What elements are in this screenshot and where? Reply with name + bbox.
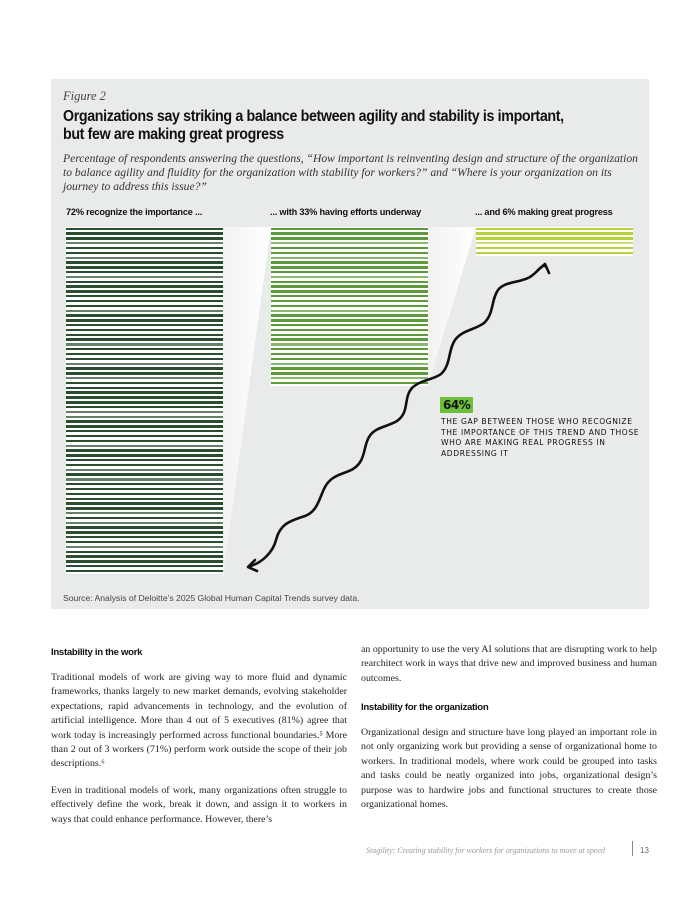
figure-label: Figure 2 [63, 89, 106, 103]
figure-subtitle: Percentage of respondents answering the questions, “How important is reinventing design and structure of the organization to balance agility and fluidity for the organization with stability for workers?” and “Where is your organization on its journey to address this issue?” [63, 152, 638, 193]
figure-title: Organizations say striking a balance between agility and stability is important, but few are making great progress [63, 108, 564, 143]
column-label-progress: ... and 6% making great progress [475, 207, 613, 217]
paragraph-organization: Organizational design and structure have long played an important role in not only organizing work but providing a sense of organizational home to workers. In traditional models, where work could be grouped into tasks and tasks could be neatly organized into jobs, organizational design’s purpose was to hardwire jobs and functional structures to create those organizational homes. [361, 727, 657, 811]
paragraph-work-2: Even in traditional models of work, many organizations often struggle to effectively define the work, break it down, and assign it to workers in ways that could enhance performance. However, there’s [51, 785, 347, 825]
heading-instability-work: Instability in the work [51, 647, 143, 658]
figure-source: Source: Analysis of Deloitte’s 2025 Global Human Capital Trends survey data. [63, 593, 360, 603]
footer-divider [632, 841, 633, 856]
running-title: Stagility: Creating stability for workers for organizations to move at speed [366, 846, 605, 855]
column-label-recognize: 72% recognize the importance ... [66, 207, 203, 217]
gap-value-badge: 64% [440, 397, 473, 413]
paragraph-work-1: Traditional models of work are giving way to more fluid and dynamic frameworks, thanks largely to new market demands, evolving stakeholder expectations, rapid advancements in technology, and the evolution of artificial intelligence. More than 4 out of 5 executives (81%) agree that work today is increasingly performed across functional boundaries.⁵ More than 2 out of 3 workers (71%) perform work outside the scope of their job descriptions.⁶ [51, 672, 347, 770]
column-label-underway: ... with 33% having efforts underway [270, 207, 422, 217]
heading-instability-organization: Instability for the organization [361, 702, 489, 713]
page-number: 13 [640, 846, 649, 855]
paragraph-continuation: an opportunity to use the very AI solutions that are disrupting work to help rearchitect work in ways that drive new and improved business and human outcomes. [361, 644, 657, 684]
gap-annotation-text: THE GAP BETWEEN THOSE WHO RECOGNIZE THE IMPORTANCE OF THIS TREND AND THOSE WHO ARE MAKING REAL PROGRESS IN ADDRESSING IT [441, 417, 640, 458]
